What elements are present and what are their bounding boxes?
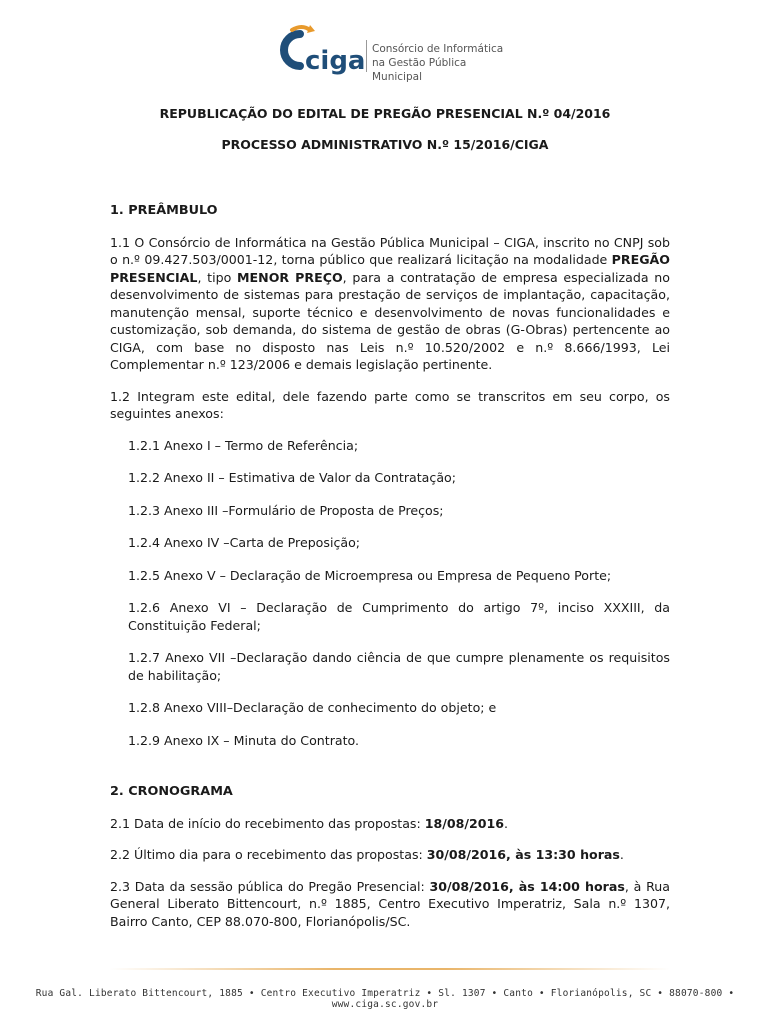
logo-separator: [366, 40, 367, 72]
bold-text: 30/08/2016, às 13:30 horas: [426, 847, 620, 862]
logo-brand-text: ciga: [305, 46, 366, 76]
annex-item: 1.2.4 Anexo IV –Carta de Preposição;: [128, 535, 361, 550]
paragraph-2-1: [110, 815, 670, 833]
annex-item: 1.2.1 Anexo I – Termo de Referência;: [128, 437, 359, 453]
paragraph-2-2: [110, 846, 670, 864]
text-run: .: [619, 847, 624, 862]
logo-tagline-line1: Consórcio de Informática: [372, 43, 504, 55]
text-run: 2.1 Data de início do recebimento das propostas:: [110, 815, 425, 831]
annex-item: 1.2.2 Anexo II – Estimativa de Valor da Contratação;: [128, 470, 456, 485]
text-run: 2.3 Data da sessão pública do Pregão Presencial:: [110, 878, 430, 894]
bold-text: MENOR PREÇO: [237, 269, 343, 285]
text-run: .: [504, 815, 509, 831]
paragraph-2-3: [110, 878, 670, 931]
footer-address: Rua Gal. Liberato Bittencourt, 1885 • Centro Executivo Imperatriz • Sl. 1307 • Canto • Florianópolis, SC • 88070-800 • www.ciga.sc.gov.br: [35, 988, 735, 1010]
footer-divider: [110, 968, 670, 970]
logo-tagline-line2: na Gestão Pública Municipal: [372, 57, 467, 83]
paragraph-1-2: 1.2 Integram este edital, dele fazendo parte como se transcritos em seu corpo, os seguintes anexos:: [110, 388, 670, 421]
paragraph-1-1: [110, 234, 670, 374]
annex-item: 1.2.5 Anexo V – Declaração de Microempresa ou Empresa de Pequeno Porte;: [128, 567, 612, 583]
annex-item: 1.2.8 Anexo VIII–Declaração de conhecimento do objeto; e: [128, 700, 497, 715]
annex-item: 1.2.7 Anexo VII –Declaração dando ciência de que cumpre plenamente os requisitos de habilitação;: [128, 650, 670, 683]
text-run: 1.1 O Consórcio de Informática na Gestão Pública Municipal – CIGA, inscrito no CNPJ sob o n.º 09.427.503/0001-12, torna público que realizará licitação na modalidade: [110, 234, 670, 267]
annex-item: 1.2.3 Anexo III –Formulário de Proposta de Preços;: [128, 502, 444, 518]
bold-text: 18/08/2016: [424, 815, 505, 831]
document-body: [110, 202, 670, 944]
ciga-logo-icon: [272, 22, 368, 80]
text-run: 2.2 Último dia para o recebimento das propostas:: [110, 847, 427, 862]
logo-tagline: [372, 42, 512, 84]
annex-item: 1.2.9 Anexo IX – Minuta do Contrato.: [128, 732, 360, 748]
section-heading-preambulo: 1. PREÂMBULO: [110, 203, 218, 218]
text-run: , à Rua General Liberato Bittencourt, n.º 1885, Centro Executivo Imperatriz, Sala n.º 1307, Bairro Canto, CEP 88.070-800, Florianópolis/SC.: [110, 878, 670, 929]
text-run: , tipo: [197, 269, 238, 285]
document-title: REPUBLICAÇÃO DO EDITAL DE PREGÃO PRESENCIAL N.º 04/2016: [159, 106, 611, 121]
ciga-logo: [272, 22, 512, 83]
bold-text: PREGÃO PRESENCIAL: [110, 252, 670, 285]
section-heading-cronograma: 2. CRONOGRAMA: [110, 784, 233, 799]
bold-text: 30/08/2016, às 14:00 horas: [429, 878, 625, 894]
text-run: , para a contratação de empresa especializada no desenvolvimento de sistemas para prestação de serviços de implantação, capacitação, manutenção mensal, suporte técnico e desenvolvimento de novas funcionalidades e customização, sob demanda, do sistema de gestão de obras (G-Obras) pertencente ao CIGA, com base no disposto nas Leis n.º 10.520/2002 e n.º 8.666/1993, Lei Complementar n.º 123/2006 e demais legislação pertinente.: [110, 269, 670, 372]
process-title: PROCESSO ADMINISTRATIVO N.º 15/2016/CIGA: [221, 137, 549, 152]
annex-item: 1.2.6 Anexo VI – Declaração de Cumprimento do artigo 7º, inciso XXXIII, da Constituição Federal;: [128, 600, 670, 633]
